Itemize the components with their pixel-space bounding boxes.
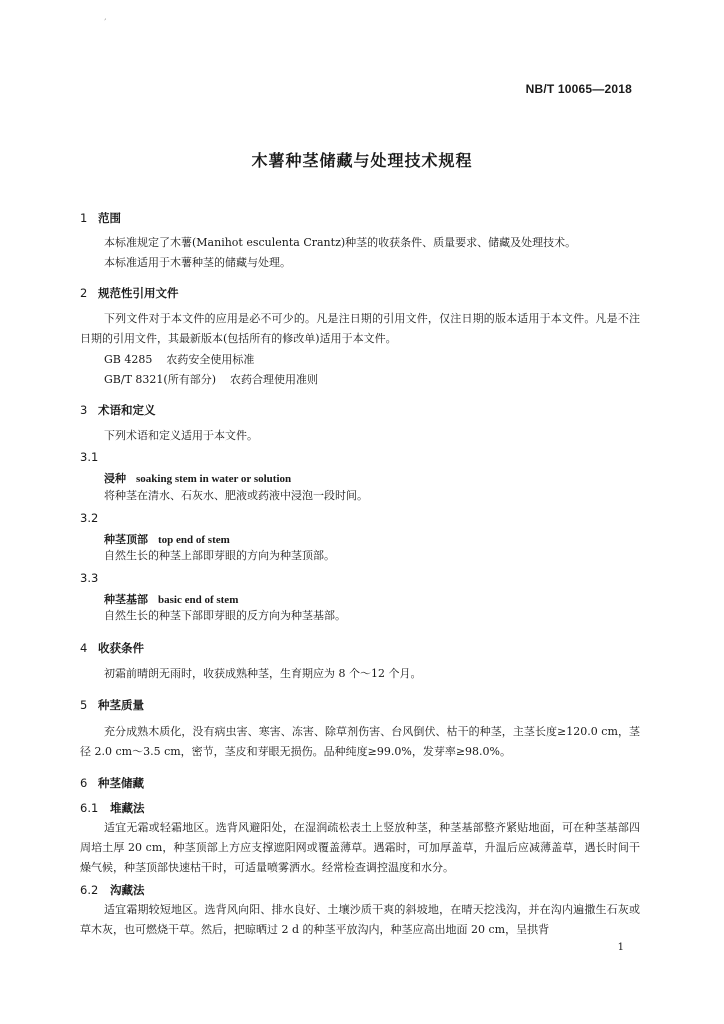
section-5-heading (80, 697, 144, 713)
section-1-paragraph-1: 本标准规定了木薯(Manihot esculenta Crantz)种茎的收获条件、质量要求、储藏及处理技术。 (104, 236, 577, 249)
page-number: 1 (617, 942, 624, 953)
term-3-1 (104, 470, 291, 486)
term-3-3-definition: 自然生长的种茎下部即芽眼的反方向为种茎基部。 (104, 609, 346, 622)
section-5-paragraph-1: 充分成熟木质化，没有病虫害、寒害、冻害、除草剂伤害、台风倒伏、枯干的种茎，主茎长度≥120.0 cm，茎径 2.0 cm～3.5 cm，密节，茎皮和芽眼无损伤。品种纯度≥99.0%，发芽率≥98.0%。 (80, 725, 640, 758)
section-number: 4 (80, 641, 88, 655)
term-3-2-definition: 自然生长的种茎上部即芽眼的方向为种茎顶部。 (104, 549, 335, 562)
term-3-3 (104, 591, 238, 607)
section-2-paragraph-1: 下列文件对于本文件的应用是必不可少的。凡是注日期的引用文件，仅注日期的版本适用于本文件。凡是不注日期的引用文件，其最新版本(包括所有的修改单)适用于本文件。 (80, 312, 640, 345)
term-english: basic end of stem (158, 594, 239, 606)
term-chinese: 种茎顶部 (104, 533, 148, 546)
document-title: 木薯种茎储藏与处理技术规程 (251, 151, 473, 170)
section-6-heading (80, 775, 144, 791)
section-title: 范围 (98, 211, 121, 225)
term-3-2 (104, 531, 230, 547)
section-number: 5 (80, 698, 88, 712)
reference-code: GB 4285 (104, 353, 153, 366)
section-4-paragraph-1: 初霜前晴朗无雨时，收获成熟种茎，生育期应为 8 个～12 个月。 (104, 667, 422, 680)
term-3-2-number: 3.2 (80, 511, 99, 525)
reference-name: 农药安全使用标准 (166, 353, 255, 366)
term-3-3-number: 3.3 (80, 571, 99, 585)
term-3-1-definition: 将种茎在清水、石灰水、肥液或药液中浸泡一段时间。 (104, 489, 368, 502)
subsection-6-1-paragraph: 适宜无霜或轻霜地区。选背风避阳处，在湿润疏松表土上竖放种茎，种茎基部整齐紧贴地面，可在种茎基部四周培土厚 20 cm，种茎顶部上方应支撑遮阳网或覆盖薄草。遇霜时，可加厚盖草，升温后应减薄盖草，遇长时间干燥气候，种茎顶部快速枯干时，可适量喷雾洒水。经常检查调控温度和水分。 (80, 821, 640, 874)
subsection-6-2-heading (80, 882, 145, 898)
section-1-paragraph-2: 本标准适用于木薯种茎的储藏与处理。 (104, 256, 291, 269)
section-1-heading (80, 210, 121, 226)
reference-code: GB/T 8321(所有部分) (104, 373, 216, 386)
term-english: soaking stem in water or solution (136, 473, 292, 485)
section-3-paragraph-1: 下列术语和定义适用于本文件。 (104, 429, 258, 442)
section-title: 规范性引用文件 (98, 286, 179, 300)
section-number: 3 (80, 403, 88, 417)
normative-reference (104, 351, 268, 367)
section-4-heading (80, 640, 144, 656)
term-chinese: 种茎基部 (104, 593, 148, 606)
section-3-heading (80, 402, 156, 418)
scan-mark: ’ (104, 18, 107, 26)
term-3-1-number: 3.1 (80, 450, 99, 464)
section-2-heading (80, 285, 179, 301)
section-title: 术语和定义 (98, 403, 156, 417)
section-number: 1 (80, 211, 88, 225)
reference-name: 农药合理使用准则 (230, 373, 318, 386)
subsection-number: 6.2 (80, 883, 99, 897)
subsection-6-2-paragraph: 适宜霜期较短地区。选背风向阳、排水良好、土壤沙质干爽的斜坡地，在晴天挖浅沟，并在沟内遍撒生石灰或草木灰，也可燃烧干草。然后，把晾晒过 2 d 的种茎平放沟内，种茎应高出地面 20 cm，呈拱背 (80, 903, 640, 936)
subsection-title: 沟藏法 (110, 883, 145, 897)
subsection-6-1-heading (80, 800, 145, 816)
subsection-number: 6.1 (80, 801, 99, 815)
standard-number: NB/T 10065—2018 (525, 82, 632, 96)
term-english: top end of stem (158, 534, 230, 546)
section-number: 6 (80, 776, 88, 790)
section-title: 种茎质量 (98, 698, 144, 712)
normative-reference (104, 371, 332, 387)
section-number: 2 (80, 286, 88, 300)
section-title: 收获条件 (98, 641, 144, 655)
section-title: 种茎储藏 (98, 776, 144, 790)
term-chinese: 浸种 (104, 472, 126, 485)
subsection-title: 堆藏法 (110, 801, 145, 815)
